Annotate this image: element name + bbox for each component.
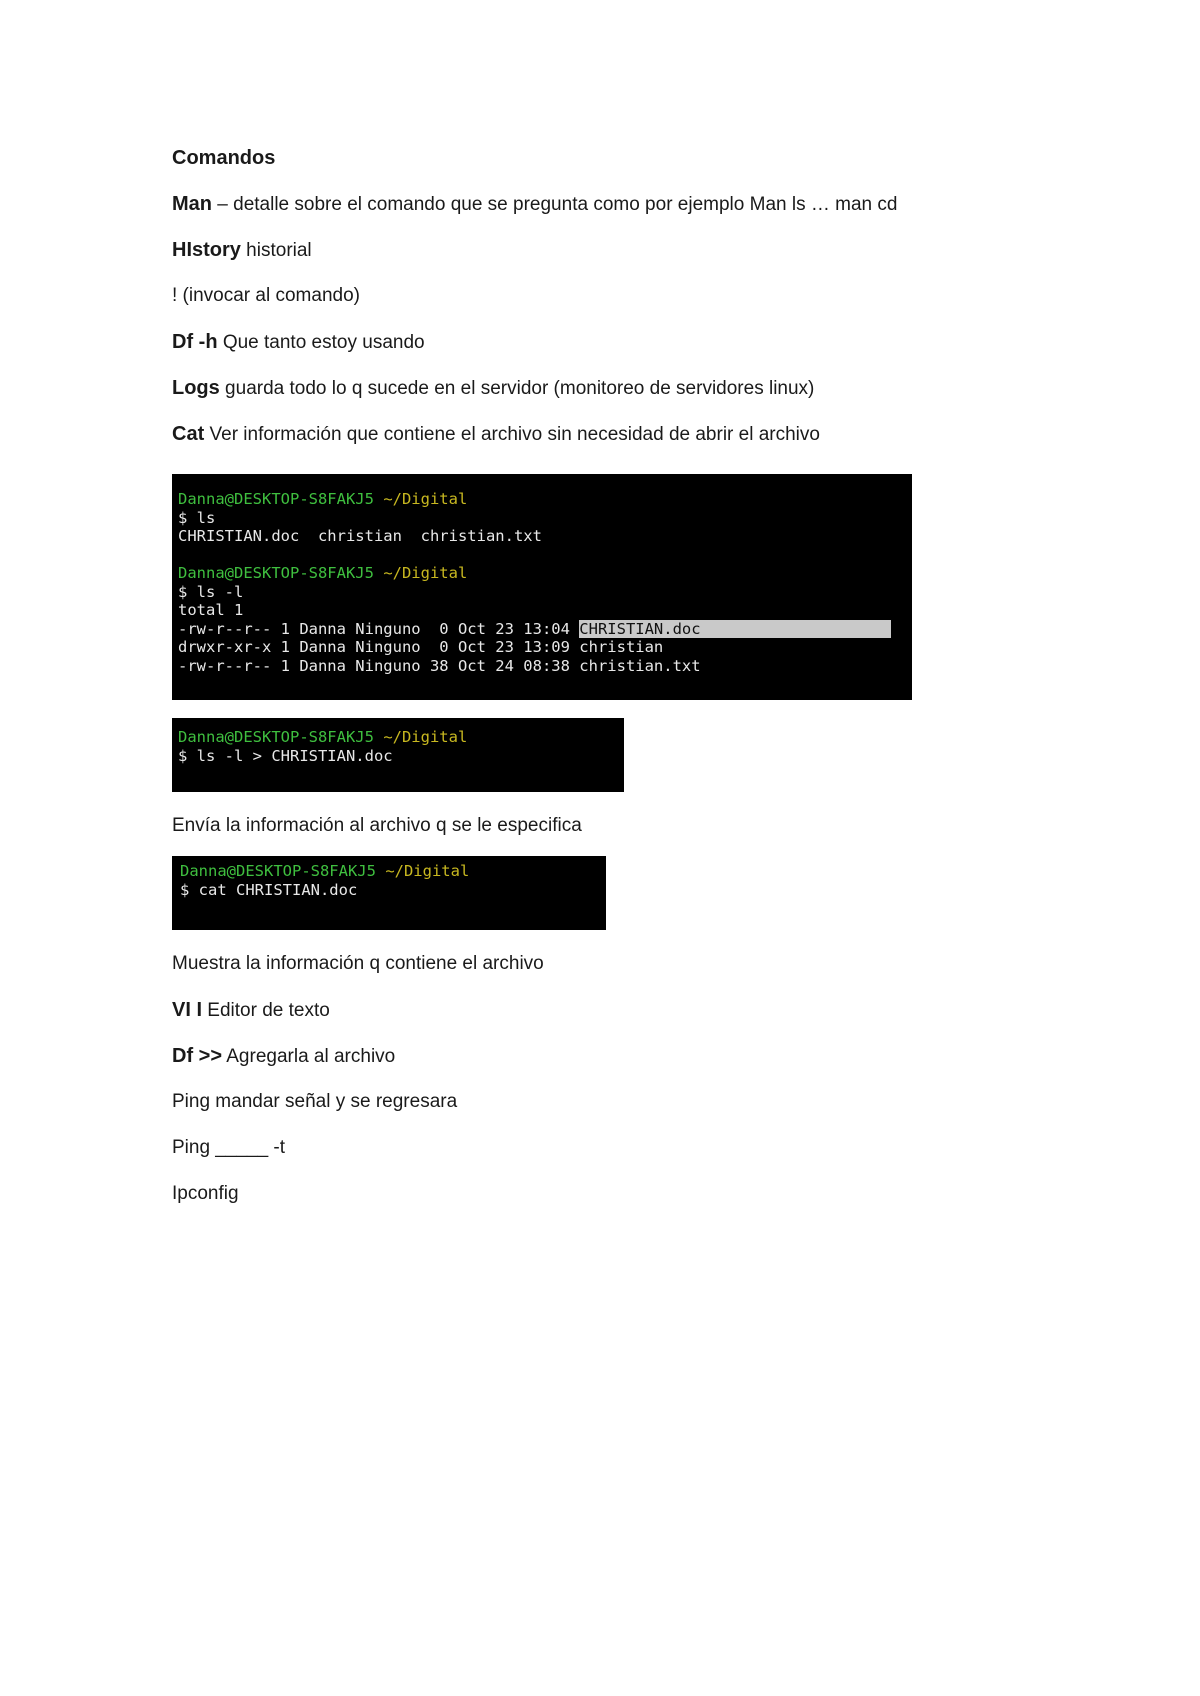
command-description: historial <box>240 240 312 261</box>
terminal-prompt: Danna@DESKTOP-S8FAKJ5 ~/Digital <box>180 862 470 880</box>
terminal-command: $ ls -l > CHRISTIAN.doc <box>178 746 393 765</box>
ping-command-line: Ping mandar señal y se regresara <box>172 1091 458 1112</box>
command-description: Ver información que contiene el archivo sin necesidad de abrir el archivo <box>204 424 820 445</box>
history-command-line <box>172 238 312 263</box>
terminal-output: CHRISTIAN.doc christian christian.txt <box>178 527 542 545</box>
terminal-command: $ ls -l <box>178 582 244 601</box>
command-name: Logs <box>172 377 220 399</box>
logs-command-line <box>172 376 814 401</box>
terminal-screenshot-cat <box>172 856 606 930</box>
terminal-command: $ cat CHRISTIAN.doc <box>180 880 358 899</box>
terminal-output: total 1 <box>178 601 244 619</box>
command-name: Df -h <box>172 331 218 353</box>
document-heading: Comandos <box>172 147 276 169</box>
command-name: VI I <box>172 999 203 1021</box>
command-description: ! (invocar al comando) <box>172 285 360 306</box>
ping-t-command-line: Ping _____ -t <box>172 1137 286 1158</box>
command-description: Agregarla al archivo <box>222 1046 396 1067</box>
selected-filename: CHRISTIAN.doc <box>579 620 890 639</box>
cat-command-line <box>172 422 820 447</box>
command-name: Cat <box>172 423 205 445</box>
command-description: – detalle sobre el comando que se pregunta como por ejemplo Man ls … man cd <box>212 194 898 215</box>
vi-command-line <box>172 998 330 1023</box>
df-h-command-line <box>172 330 425 355</box>
ipconfig-command-line: Ipconfig <box>172 1183 239 1204</box>
cat-caption: Muestra la información q contiene el archivo <box>172 953 544 974</box>
terminal-prompt: Danna@DESKTOP-S8FAKJ5 ~/Digital <box>178 564 468 582</box>
man-command-line <box>172 192 897 217</box>
terminal-listing-row: -rw-r--r-- 1 Danna Ninguno 0 Oct 23 13:04 CHRISTIAN.doc <box>178 620 912 639</box>
terminal-command: $ ls <box>178 508 216 527</box>
terminal-screenshot-ls <box>172 466 912 700</box>
terminal-listing-row: drwxr-xr-x 1 Danna Ninguno 0 Oct 23 13:09 christian <box>178 638 664 656</box>
terminal-listing-row: -rw-r--r-- 1 Danna Ninguno 38 Oct 24 08:38 christian.txt <box>178 656 701 675</box>
terminal-prompt: Danna@DESKTOP-S8FAKJ5 ~/Digital <box>178 490 468 508</box>
command-name: Man <box>172 193 212 215</box>
command-name: HIstory <box>172 239 241 261</box>
redirect-caption: Envía la información al archivo q se le especifica <box>172 815 582 836</box>
command-name: Df >> <box>172 1045 223 1067</box>
command-description: guarda todo lo q sucede en el servidor (monitoreo de servidores linux) <box>219 378 815 399</box>
command-description: Editor de texto <box>202 1000 330 1021</box>
screenshot-top-strip <box>172 466 912 474</box>
df-append-command-line <box>172 1044 395 1069</box>
terminal-prompt: Danna@DESKTOP-S8FAKJ5 ~/Digital <box>178 728 468 746</box>
command-description: Que tanto estoy usando <box>217 332 425 353</box>
bang-command-line <box>172 284 360 308</box>
terminal-screenshot-redirect <box>172 718 624 792</box>
